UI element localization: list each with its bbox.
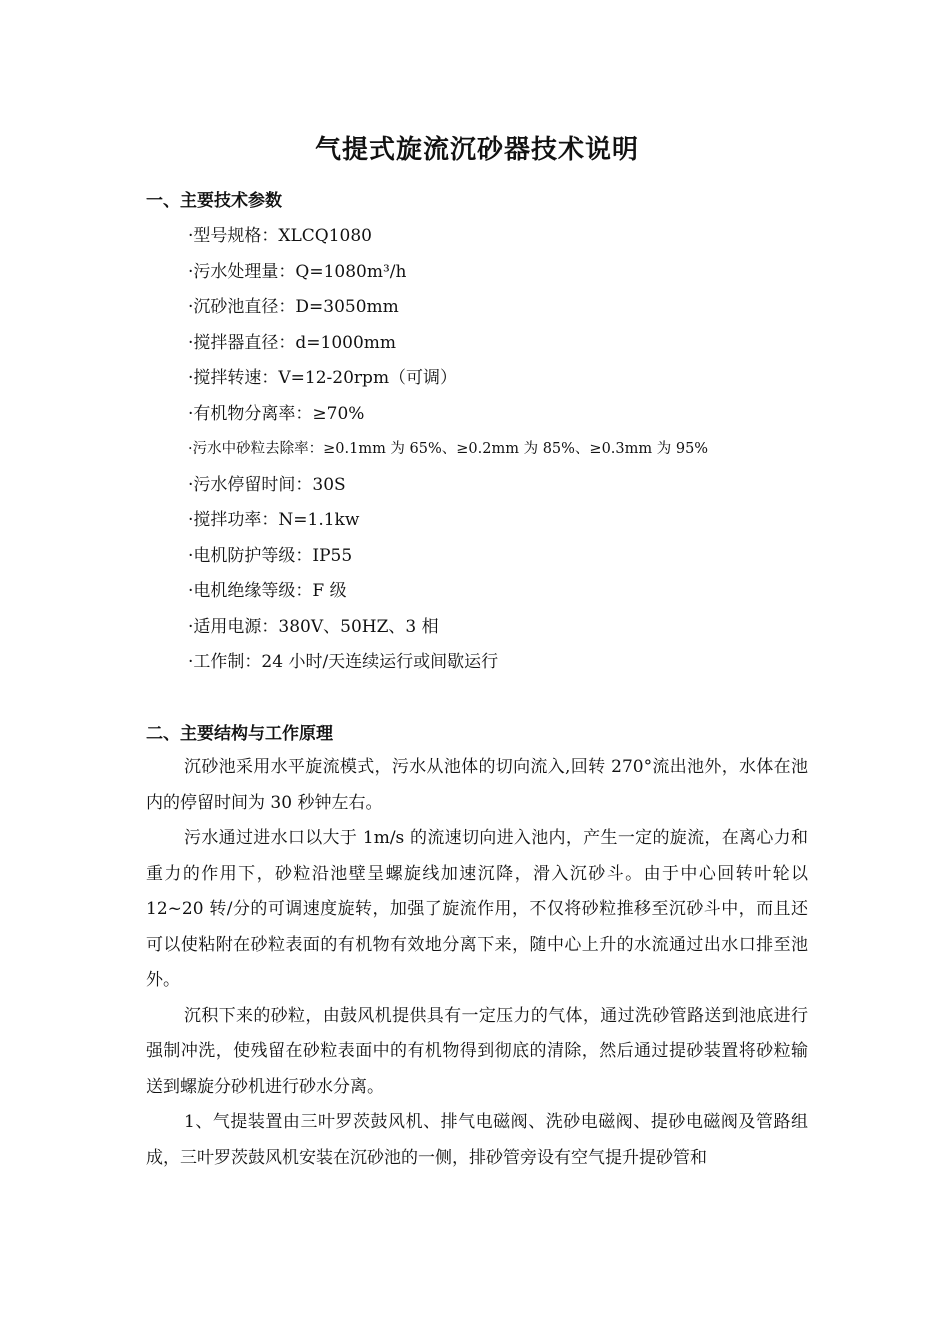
paragraph: 沉砂池采用水平旋流模式，污水从池体的切向流入,回转 270°流出池外，水体在池内的停留时间为 30 秒钟左右。 bbox=[146, 757, 808, 813]
section-heading-parameters: 一、主要技术参数 bbox=[146, 191, 282, 211]
param-retention-time: ·污水停留时间：30S bbox=[188, 474, 346, 495]
structure-body bbox=[146, 750, 808, 1176]
param-insulation-class: ·电机绝缘等级：F 级 bbox=[188, 581, 347, 601]
param-power-supply: ·适用电源：380V、50HZ、3 相 bbox=[188, 616, 439, 637]
param-model: ·型号规格：XLCQ1080 bbox=[188, 226, 373, 246]
param-duty: ·工作制：24 小时/天连续运行或间歇运行 bbox=[188, 652, 499, 672]
param-capacity: ·污水处理量：Q=1080m³/h bbox=[188, 261, 407, 282]
param-power: ·搅拌功率：N=1.1kw bbox=[188, 510, 360, 530]
document-title: 气提式旋流沉砂器技术说明 bbox=[314, 135, 639, 165]
param-impeller-diameter: ·搅拌器直径：d=1000mm bbox=[188, 332, 397, 353]
param-organic-separation: ·有机物分离率：≥70% bbox=[188, 403, 365, 424]
param-grit-removal: ·污水中砂粒去除率：≥0.1mm 为 65%、≥0.2mm 为 85%、≥0.3mm 为 95% bbox=[188, 441, 709, 457]
parameter-list bbox=[188, 219, 808, 681]
param-protection-class: ·电机防护等级：IP55 bbox=[188, 545, 353, 566]
param-speed: ·搅拌转速：V=12-20rpm（可调） bbox=[188, 368, 458, 388]
paragraph: 沉积下来的砂粒，由鼓风机提供具有一定压力的气体，通过洗砂管路送到池底进行强制冲洗，使残留在砂粒表面中的有机物得到彻底的清除，然后通过提砂装置将砂粒输送到螺旋分砂机进行砂水分离。 bbox=[146, 1005, 808, 1097]
param-tank-diameter: ·沉砂池直径：D=3050mm bbox=[188, 297, 399, 317]
section-heading-structure: 二、主要结构与工作原理 bbox=[146, 724, 333, 744]
paragraph: 污水通过进水口以大于 1m/s 的流速切向进入池内，产生一定的旋流，在离心力和重力的作用下，砂粒沿池壁呈螺旋线加速沉降，滑入沉砂斗。由于中心回转叶轮以 12~20 转/分的可调速度旋转，加强了旋流作用，不仅将砂粒推移至沉砂斗中，而且还可以使粘附在砂粒表面的有机物有效地分离下来，随中心上升的水流通过出水口排至池外。 bbox=[146, 828, 808, 990]
paragraph: 1、气提装置由三叶罗茨鼓风机、排气电磁阀、洗砂电磁阀、提砂电磁阀及管路组成，三叶罗茨鼓风机安装在沉砂池的一侧，排砂管旁设有空气提升提砂管和 bbox=[146, 1112, 808, 1168]
